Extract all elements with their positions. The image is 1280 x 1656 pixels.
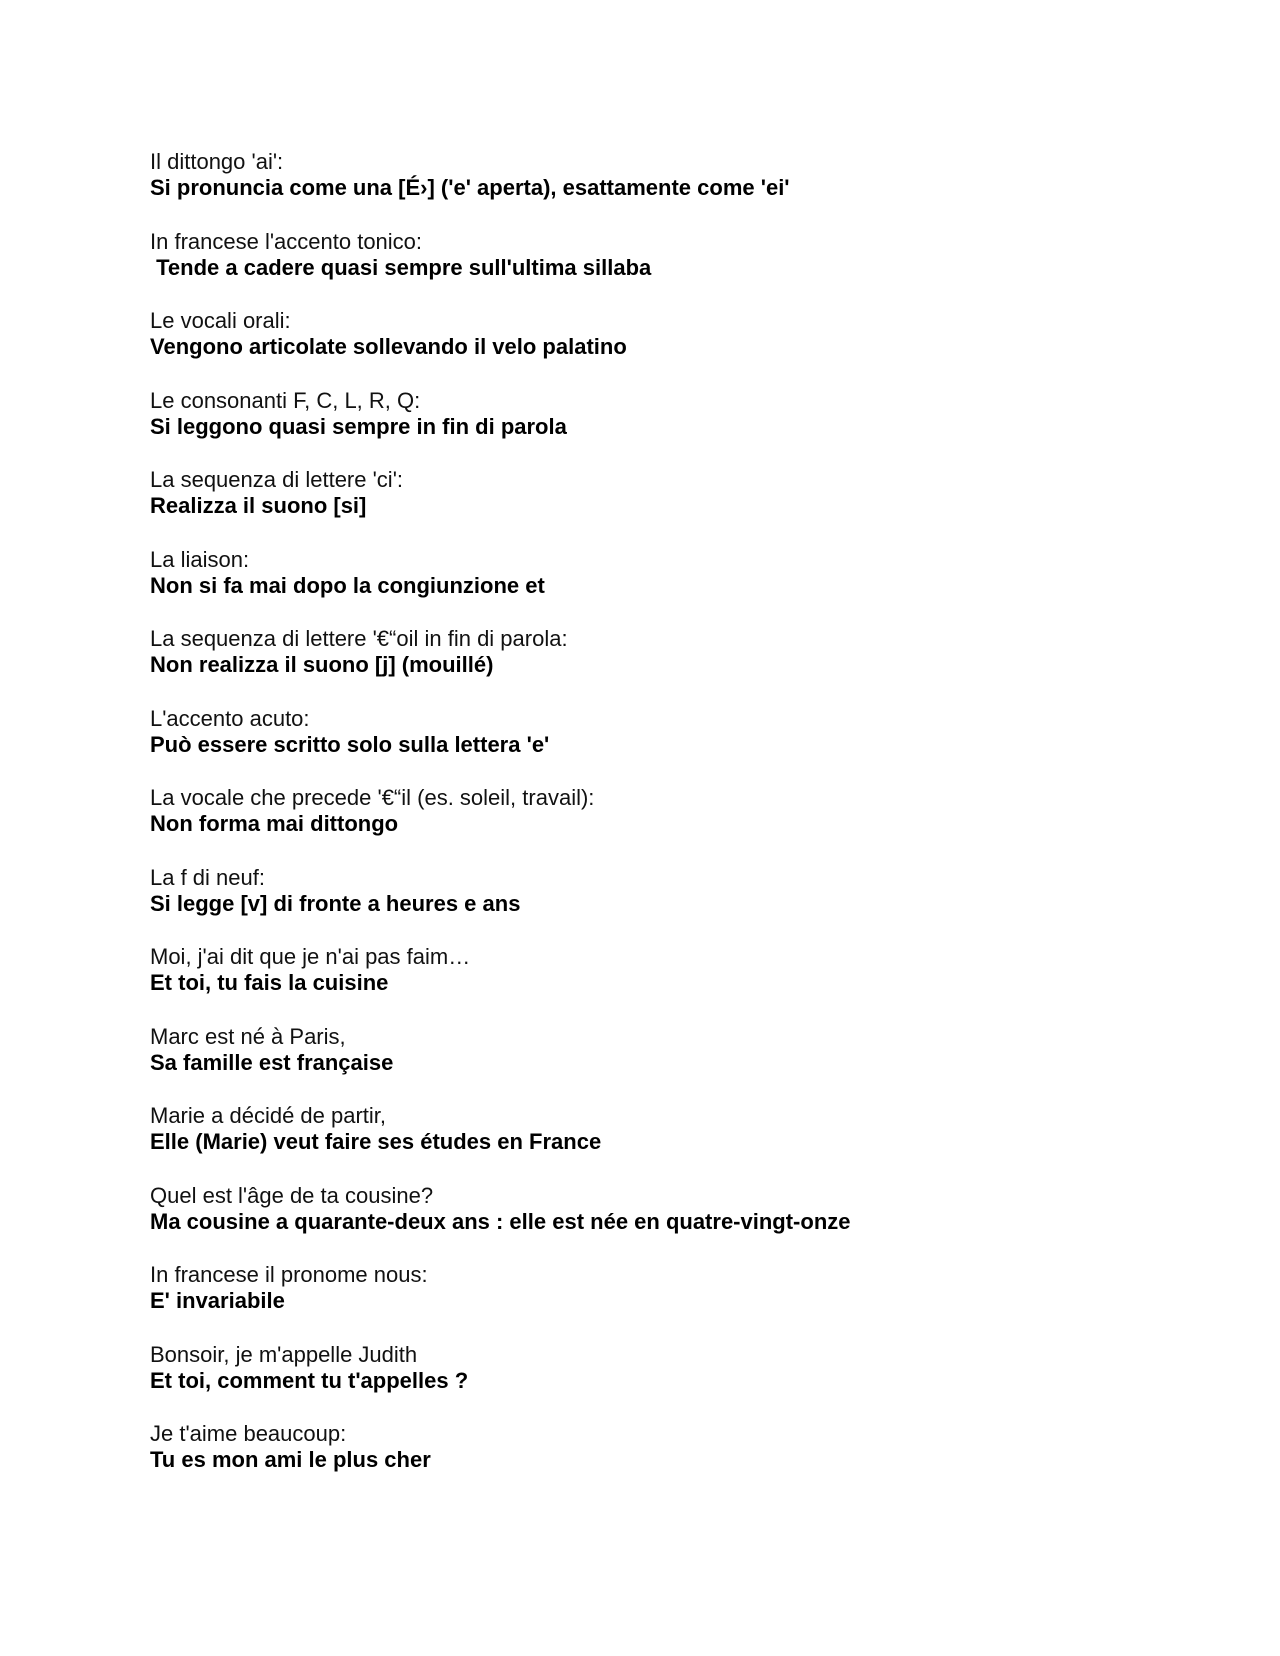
qa-item [150,626,1200,706]
qa-item [150,1342,1200,1422]
question-text: L'accento acuto: [150,705,310,731]
question-text: Le vocali orali: [150,308,291,333]
answer-text: Non realizza il suono [j] (mouillé) [150,652,494,677]
answer-text: Elle (Marie) veut faire ses études en France [150,1129,602,1154]
answer-text: Sa famille est française [150,1049,394,1075]
question-text: Il dittongo 'ai': [150,149,284,174]
qa-item [150,1024,1200,1104]
question-text: La f di neuf: [150,864,265,890]
qa-item [150,865,1200,945]
answer-text: Tu es mon ami le plus cher [150,1447,431,1472]
question-text: Bonsoir, je m'appelle Judith [150,1341,418,1367]
question-text: La vocale che precede '€“il (es. soleil, travail): [150,785,595,810]
question-text: Marie a décidé de partir, [150,1103,387,1128]
question-text: La sequenza di lettere 'ci': [150,467,403,492]
question-text: Je t'aime beaucoup: [150,1421,347,1446]
question-text: La sequenza di lettere '€“oil in fin di parola: [150,626,568,651]
question-text: La liaison: [150,546,250,572]
qa-item [150,1421,1200,1501]
qa-item [150,547,1200,627]
qa-item [150,308,1200,388]
answer-text: Si leggono quasi sempre in fin di parola [150,413,567,439]
question-text: In francese il pronome nous: [150,1262,428,1287]
answer-text: E' invariabile [150,1288,285,1313]
qa-item [150,1262,1200,1342]
qa-list [150,149,1200,1501]
qa-item [150,1183,1200,1263]
answer-text: Tende a cadere quasi sempre sull'ultima sillaba [150,254,652,280]
qa-item [150,706,1200,786]
qa-item [150,467,1200,547]
answer-text: Si legge [v] di fronte a heures e ans [150,890,521,916]
qa-item [150,785,1200,865]
answer-text: Può essere scritto solo sulla lettera 'e' [150,731,550,757]
question-text: Marc est né à Paris, [150,1023,346,1049]
qa-item [150,229,1200,309]
qa-item [150,149,1200,229]
question-text: Quel est l'âge de ta cousine? [150,1182,434,1208]
answer-text: Non forma mai dittongo [150,811,399,836]
qa-item [150,944,1200,1024]
question-text: Le consonanti F, C, L, R, Q: [150,387,421,413]
answer-text: Et toi, tu fais la cuisine [150,970,389,995]
answer-text: Non si fa mai dopo la congiunzione et [150,572,545,598]
question-text: Moi, j'ai dit que je n'ai pas faim… [150,944,471,969]
qa-item [150,388,1200,468]
question-text: In francese l'accento tonico: [150,228,423,254]
answer-text: Si pronuncia come una [É›] ('e' aperta), esattamente come 'ei' [150,175,790,200]
answer-text: Et toi, comment tu t'appelles ? [150,1367,469,1393]
answer-text: Realizza il suono [si] [150,493,367,518]
qa-item [150,1103,1200,1183]
answer-text: Ma cousine a quarante-deux ans : elle est née en quatre-vingt-onze [150,1208,851,1234]
answer-text: Vengono articolate sollevando il velo palatino [150,334,627,359]
